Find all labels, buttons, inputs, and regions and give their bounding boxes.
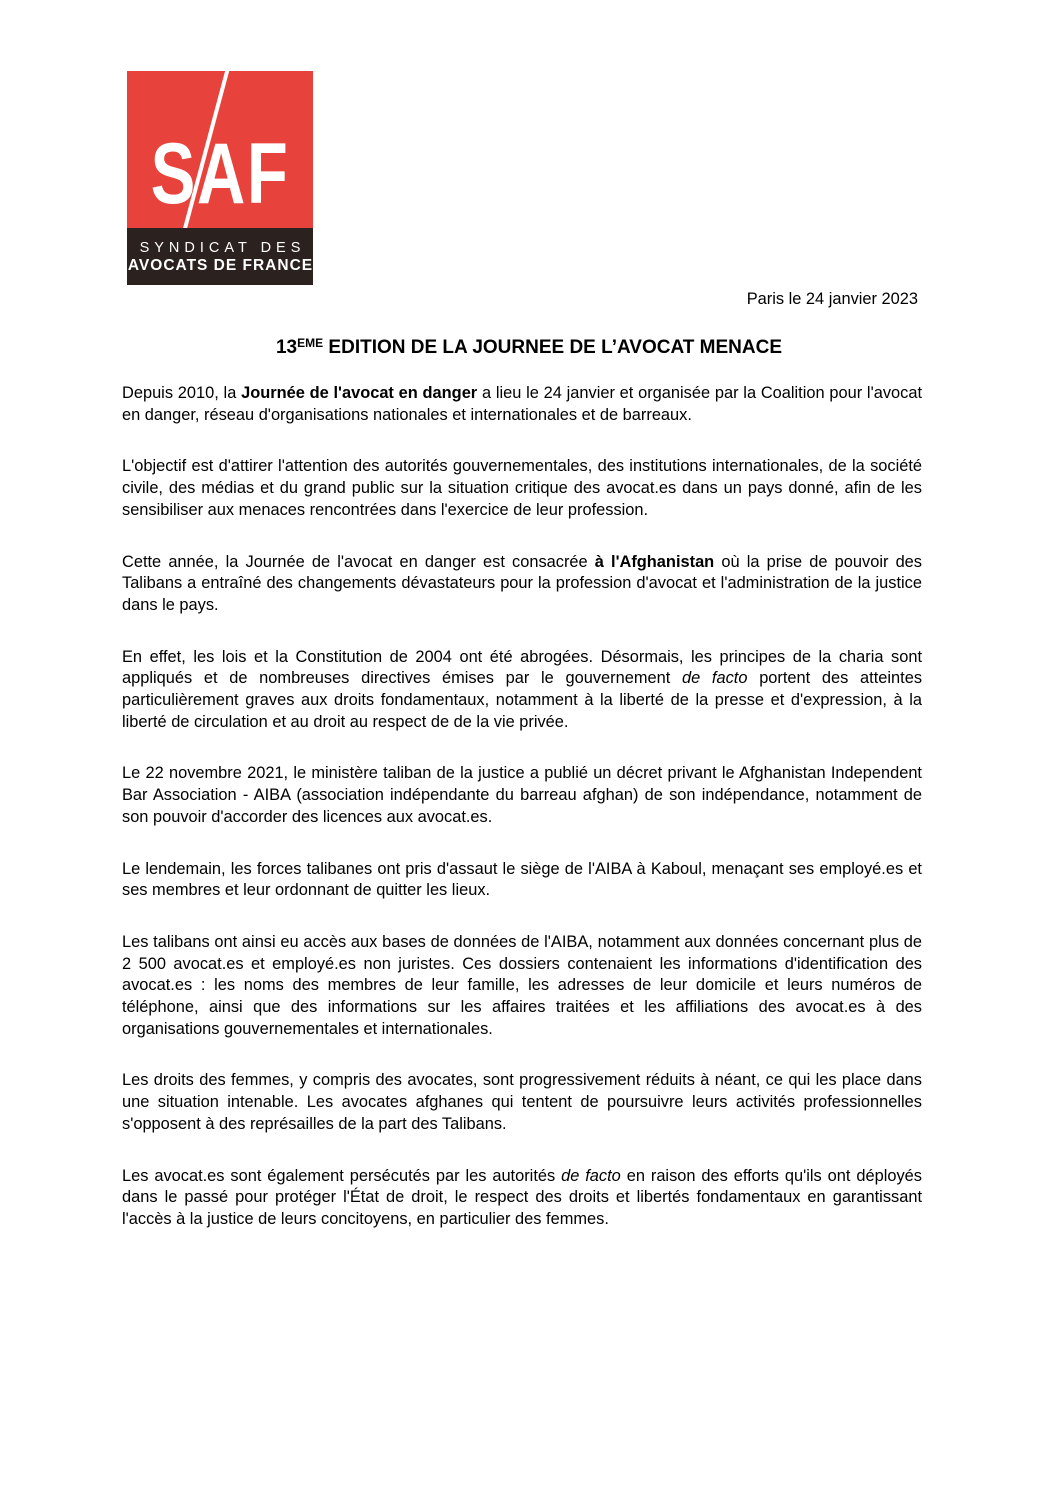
paragraph-run: où la prise de pouvoir des Talibans a entraîné des changements dévastateurs pour la profession d'avocat et l'administration de la justice dans le pays. [122, 552, 922, 614]
logo-band-line1: SYNDICAT DES [139, 239, 306, 256]
paragraph [122, 552, 922, 617]
logo-band-line2: AVOCATS DE FRANCE [127, 256, 314, 274]
title-superscript: EME [297, 336, 324, 350]
paragraph-run: Le 22 novembre 2021, le ministère taliban de la justice a publié un décret privant le Afghanistan Independent Bar Association - AIBA (association indépendante du barreau afghan) de son indépendance, notamment de son pouvoir d'accorder des licences aux avocat.es. [122, 764, 922, 826]
paragraph-run: a lieu le 24 janvier et organisée par la Coalition pour l'avocat en danger, réseau d'organisations nationales et internationales et de barreaux. [122, 384, 922, 424]
paragraph [122, 456, 922, 521]
logo-red-square [127, 71, 313, 228]
paragraph-run: Cette année, la Journée de l'avocat en danger est consacrée [122, 552, 595, 571]
paragraph-run: Journée de l'avocat en danger [241, 384, 478, 402]
body-text [122, 383, 922, 1261]
paragraph [122, 763, 922, 828]
paragraph-run: à l'Afghanistan [594, 552, 715, 571]
paragraph-run: Les droits des femmes, y compris des avocates, sont progressivement réduits à néant, ce qui les place dans une situation intenable. Les avocates afghanes qui tentent de poursuivre leurs activités professionnelles s'opposent à des représailles de la part des Talibans. [122, 1071, 922, 1133]
page-title [0, 330, 1058, 361]
paragraph [122, 932, 922, 1041]
paragraph-run: En effet, les lois et la Constitution de 2004 ont été abrogées. Désormais, les principes de la charia sont appliqués et de nombreuses directives émises par le gouvernement [122, 647, 922, 688]
paragraph [122, 383, 922, 426]
paragraph-run: Depuis 2010, la [122, 384, 242, 402]
paragraph-run: de facto [561, 1166, 621, 1185]
paragraph-run: Les talibans ont ainsi eu accès aux bases de données de l'AIBA, notamment aux données concernant plus de 2 500 avocat.es et employé.es non juristes. Ces dossiers contenaient les informations d'identification des avocat.es : les noms des membres de leur famille, les adresses de leur domicile et leurs numéros de téléphone, ainsi que des informations sur les affaires traitées et les affiliations des avocat.es à des organisations gouvernementales et internationales. [122, 932, 922, 1038]
paragraph-run: portent des atteintes particulièrement graves aux droits fondamentaux, notamment à la liberté de la presse et d'expression, à la liberté de circulation et au droit au respect de de la vie privée. [122, 669, 923, 731]
paragraph-run: de facto [682, 669, 748, 688]
date-line: Paris le 24 janvier 2023 [746, 290, 918, 308]
paragraph-run: Les avocat.es sont également persécutés par les autorités [122, 1166, 562, 1185]
paragraph [122, 1070, 922, 1135]
paragraph [122, 859, 922, 902]
logo-acronym: SAF [150, 126, 290, 222]
paragraph [122, 647, 922, 734]
paragraph-run: L'objectif est d'attirer l'attention des autorités gouvernementales, des institutions internationales, de la société civile, des médias et du grand public sur la situation critique des avocat.es dans un pays donné, afin de les sensibiliser aux menaces rencontrées dans l'exercice de leur profession. [122, 457, 922, 519]
paragraph-run: en raison des efforts qu'ils ont déployés dans le passé pour protéger l'État de droit, le respect des droits et libertés fondamentaux en garantissant l'accès à la justice de leurs concitoyens, en particulier des femmes. [122, 1166, 922, 1228]
paragraph [122, 1166, 922, 1231]
title-number: 13 [275, 337, 298, 358]
logo-band [127, 228, 313, 285]
saf-logo [127, 71, 313, 285]
paragraph-run: Le lendemain, les forces talibanes ont pris d'assaut le siège de l'AIBA à Kaboul, menaçant ses employé.es et ses membres et leur ordonnant de quitter les lieux. [122, 859, 922, 900]
title-text: EDITION DE LA JOURNEE DE L’AVOCAT MENACE [323, 337, 782, 358]
